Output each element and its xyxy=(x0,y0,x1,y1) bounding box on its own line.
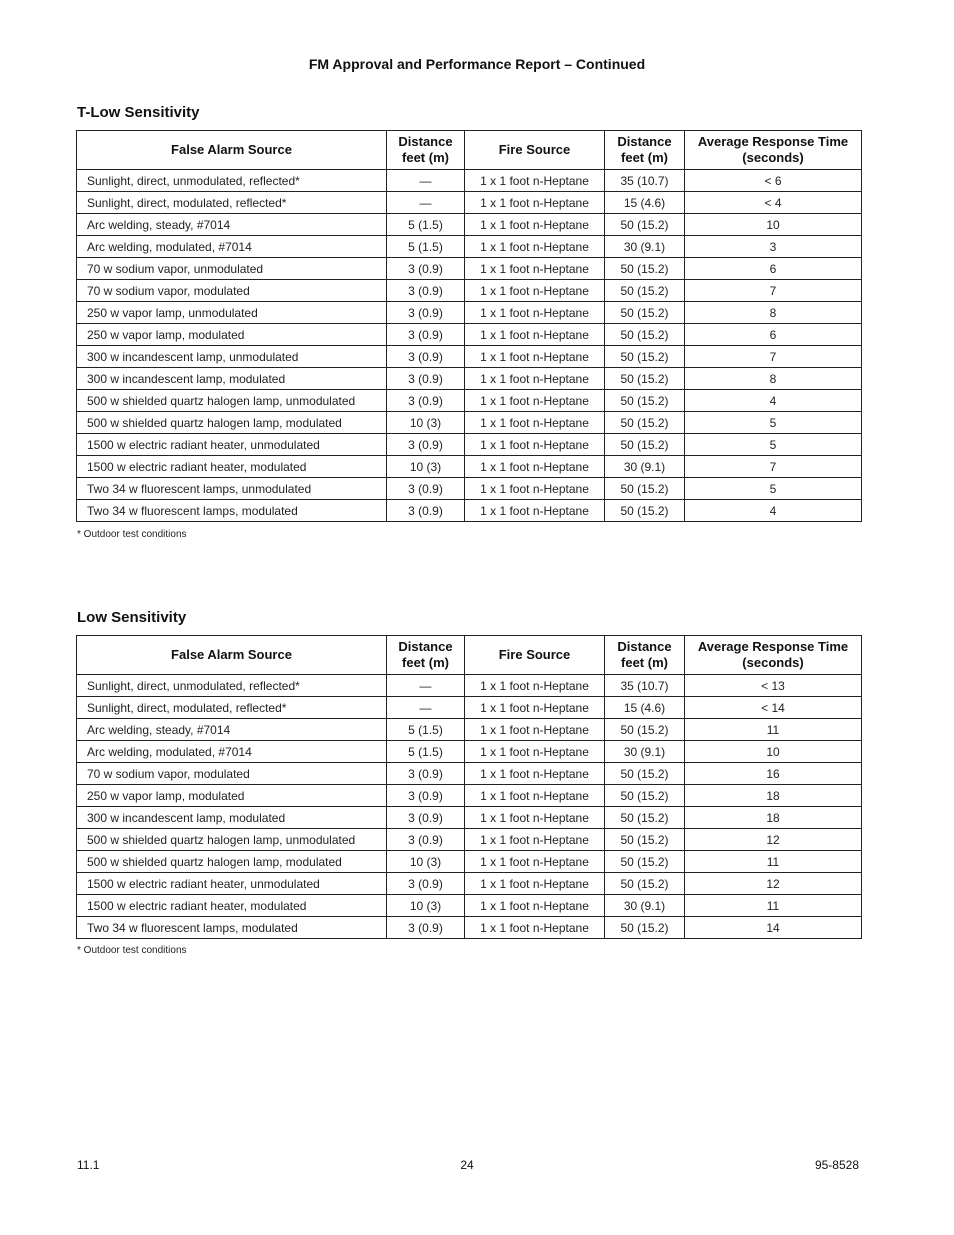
cell-false-alarm-distance: 3 (0.9) xyxy=(387,368,465,390)
cell-fire-distance: 50 (15.2) xyxy=(605,763,685,785)
cell-false-alarm-distance: — xyxy=(387,675,465,697)
header-false-alarm-distance: Distance feet (m) xyxy=(387,636,465,675)
cell-response-time: 5 xyxy=(685,478,862,500)
cell-false-alarm-source: Two 34 w fluorescent lamps, unmodulated xyxy=(77,478,387,500)
cell-response-time: 7 xyxy=(685,280,862,302)
header-false-alarm-distance: Distance feet (m) xyxy=(387,131,465,170)
cell-false-alarm-distance: 3 (0.9) xyxy=(387,324,465,346)
cell-false-alarm-distance: 3 (0.9) xyxy=(387,763,465,785)
table-row xyxy=(77,280,862,302)
cell-false-alarm-distance: 3 (0.9) xyxy=(387,917,465,939)
cell-response-time: 10 xyxy=(685,214,862,236)
cell-fire-source: 1 x 1 foot n-Heptane xyxy=(465,697,605,719)
cell-response-time: 3 xyxy=(685,236,862,258)
cell-false-alarm-source: Arc welding, modulated, #7014 xyxy=(77,236,387,258)
cell-false-alarm-distance: 3 (0.9) xyxy=(387,785,465,807)
cell-false-alarm-source: Sunlight, direct, modulated, reflected* xyxy=(77,697,387,719)
cell-fire-source: 1 x 1 foot n-Heptane xyxy=(465,741,605,763)
cell-fire-distance: 50 (15.2) xyxy=(605,873,685,895)
table-row xyxy=(77,192,862,214)
cell-fire-source: 1 x 1 foot n-Heptane xyxy=(465,368,605,390)
cell-fire-distance: 50 (15.2) xyxy=(605,434,685,456)
cell-fire-distance: 15 (4.6) xyxy=(605,697,685,719)
cell-fire-distance: 50 (15.2) xyxy=(605,478,685,500)
cell-false-alarm-source: 500 w shielded quartz halogen lamp, modulated xyxy=(77,412,387,434)
cell-false-alarm-source: 1500 w electric radiant heater, modulated xyxy=(77,456,387,478)
cell-fire-distance: 15 (4.6) xyxy=(605,192,685,214)
cell-fire-source: 1 x 1 foot n-Heptane xyxy=(465,412,605,434)
cell-false-alarm-source: 1500 w electric radiant heater, unmodulated xyxy=(77,434,387,456)
cell-response-time: 18 xyxy=(685,785,862,807)
table-row xyxy=(77,500,862,522)
cell-false-alarm-distance: 10 (3) xyxy=(387,456,465,478)
cell-false-alarm-source: 250 w vapor lamp, unmodulated xyxy=(77,302,387,324)
cell-fire-source: 1 x 1 foot n-Heptane xyxy=(465,280,605,302)
cell-response-time: 6 xyxy=(685,324,862,346)
table-row xyxy=(77,741,862,763)
cell-response-time: < 4 xyxy=(685,192,862,214)
table-row xyxy=(77,214,862,236)
cell-fire-distance: 50 (15.2) xyxy=(605,390,685,412)
cell-fire-source: 1 x 1 foot n-Heptane xyxy=(465,829,605,851)
table-row xyxy=(77,895,862,917)
cell-fire-source: 1 x 1 foot n-Heptane xyxy=(465,214,605,236)
cell-false-alarm-source: 500 w shielded quartz halogen lamp, unmodulated xyxy=(77,390,387,412)
cell-fire-source: 1 x 1 foot n-Heptane xyxy=(465,434,605,456)
cell-response-time: 6 xyxy=(685,258,862,280)
cell-false-alarm-distance: 5 (1.5) xyxy=(387,214,465,236)
cell-fire-distance: 50 (15.2) xyxy=(605,346,685,368)
cell-false-alarm-source: 300 w incandescent lamp, unmodulated xyxy=(77,346,387,368)
table-row xyxy=(77,917,862,939)
cell-response-time: < 14 xyxy=(685,697,862,719)
cell-false-alarm-distance: — xyxy=(387,192,465,214)
cell-false-alarm-distance: — xyxy=(387,697,465,719)
cell-response-time: 12 xyxy=(685,829,862,851)
cell-response-time: 14 xyxy=(685,917,862,939)
cell-fire-source: 1 x 1 foot n-Heptane xyxy=(465,895,605,917)
cell-response-time: < 13 xyxy=(685,675,862,697)
cell-false-alarm-distance: 5 (1.5) xyxy=(387,236,465,258)
cell-false-alarm-source: Sunlight, direct, modulated, reflected* xyxy=(77,192,387,214)
cell-false-alarm-source: Sunlight, direct, unmodulated, reflected* xyxy=(77,170,387,192)
cell-false-alarm-source: 300 w incandescent lamp, modulated xyxy=(77,807,387,829)
cell-response-time: 12 xyxy=(685,873,862,895)
cell-false-alarm-distance: 3 (0.9) xyxy=(387,346,465,368)
cell-false-alarm-source: Arc welding, modulated, #7014 xyxy=(77,741,387,763)
table-row xyxy=(77,368,862,390)
cell-fire-distance: 30 (9.1) xyxy=(605,895,685,917)
cell-false-alarm-distance: 3 (0.9) xyxy=(387,478,465,500)
table-header-row xyxy=(77,636,862,675)
cell-fire-distance: 50 (15.2) xyxy=(605,719,685,741)
cell-fire-source: 1 x 1 foot n-Heptane xyxy=(465,478,605,500)
header-false-alarm-source: False Alarm Source xyxy=(77,636,387,675)
cell-false-alarm-distance: 3 (0.9) xyxy=(387,302,465,324)
cell-fire-source: 1 x 1 foot n-Heptane xyxy=(465,675,605,697)
cell-false-alarm-source: 250 w vapor lamp, modulated xyxy=(77,324,387,346)
footer-page-number: 24 xyxy=(460,1158,474,1172)
table-row xyxy=(77,675,862,697)
cell-false-alarm-source: 1500 w electric radiant heater, modulated xyxy=(77,895,387,917)
table-row xyxy=(77,807,862,829)
cell-fire-distance: 50 (15.2) xyxy=(605,807,685,829)
cell-false-alarm-source: 70 w sodium vapor, modulated xyxy=(77,280,387,302)
table-row xyxy=(77,412,862,434)
cell-fire-source: 1 x 1 foot n-Heptane xyxy=(465,807,605,829)
table-row xyxy=(77,456,862,478)
table-row xyxy=(77,324,862,346)
cell-fire-distance: 50 (15.2) xyxy=(605,412,685,434)
cell-response-time: 7 xyxy=(685,346,862,368)
cell-false-alarm-distance: 10 (3) xyxy=(387,851,465,873)
cell-fire-distance: 50 (15.2) xyxy=(605,324,685,346)
low-sensitivity-table xyxy=(76,635,862,939)
cell-fire-distance: 30 (9.1) xyxy=(605,456,685,478)
table-header-row xyxy=(77,131,862,170)
cell-fire-source: 1 x 1 foot n-Heptane xyxy=(465,324,605,346)
cell-false-alarm-source: 500 w shielded quartz halogen lamp, modulated xyxy=(77,851,387,873)
cell-response-time: 10 xyxy=(685,741,862,763)
table-row xyxy=(77,258,862,280)
cell-fire-distance: 50 (15.2) xyxy=(605,829,685,851)
cell-fire-source: 1 x 1 foot n-Heptane xyxy=(465,763,605,785)
page-title: FM Approval and Performance Report – Continued xyxy=(308,56,646,72)
cell-response-time: 4 xyxy=(685,500,862,522)
cell-response-time: 11 xyxy=(685,895,862,917)
cell-fire-distance: 30 (9.1) xyxy=(605,741,685,763)
cell-false-alarm-source: Arc welding, steady, #7014 xyxy=(77,214,387,236)
cell-false-alarm-distance: 3 (0.9) xyxy=(387,258,465,280)
cell-fire-distance: 50 (15.2) xyxy=(605,851,685,873)
cell-fire-distance: 30 (9.1) xyxy=(605,236,685,258)
cell-fire-source: 1 x 1 foot n-Heptane xyxy=(465,873,605,895)
cell-fire-source: 1 x 1 foot n-Heptane xyxy=(465,500,605,522)
cell-false-alarm-distance: 3 (0.9) xyxy=(387,434,465,456)
cell-false-alarm-distance: — xyxy=(387,170,465,192)
cell-response-time: 11 xyxy=(685,851,862,873)
cell-false-alarm-distance: 10 (3) xyxy=(387,895,465,917)
cell-fire-source: 1 x 1 foot n-Heptane xyxy=(465,170,605,192)
cell-response-time: 5 xyxy=(685,412,862,434)
table-row xyxy=(77,170,862,192)
header-false-alarm-source: False Alarm Source xyxy=(77,131,387,170)
header-fire-source: Fire Source xyxy=(465,636,605,675)
cell-fire-distance: 35 (10.7) xyxy=(605,675,685,697)
table-row xyxy=(77,829,862,851)
section-title-t-low: T-Low Sensitivity xyxy=(77,104,200,121)
cell-fire-distance: 50 (15.2) xyxy=(605,258,685,280)
table-row xyxy=(77,390,862,412)
cell-false-alarm-distance: 5 (1.5) xyxy=(387,741,465,763)
header-fire-source: Fire Source xyxy=(465,131,605,170)
cell-fire-source: 1 x 1 foot n-Heptane xyxy=(465,258,605,280)
cell-fire-source: 1 x 1 foot n-Heptane xyxy=(465,390,605,412)
cell-false-alarm-distance: 10 (3) xyxy=(387,412,465,434)
table-row xyxy=(77,719,862,741)
cell-false-alarm-source: Two 34 w fluorescent lamps, modulated xyxy=(77,917,387,939)
section-title-low: Low Sensitivity xyxy=(77,609,187,626)
cell-response-time: < 6 xyxy=(685,170,862,192)
header-fire-distance: Distance feet (m) xyxy=(605,131,685,170)
header-response-time: Average Response Time (seconds) xyxy=(685,131,862,170)
cell-fire-distance: 50 (15.2) xyxy=(605,500,685,522)
cell-fire-distance: 50 (15.2) xyxy=(605,302,685,324)
cell-fire-distance: 35 (10.7) xyxy=(605,170,685,192)
cell-false-alarm-distance: 5 (1.5) xyxy=(387,719,465,741)
cell-response-time: 5 xyxy=(685,434,862,456)
cell-false-alarm-source: Two 34 w fluorescent lamps, modulated xyxy=(77,500,387,522)
cell-fire-source: 1 x 1 foot n-Heptane xyxy=(465,917,605,939)
cell-fire-source: 1 x 1 foot n-Heptane xyxy=(465,719,605,741)
footnote-low: * Outdoor test conditions xyxy=(77,945,187,956)
cell-false-alarm-distance: 3 (0.9) xyxy=(387,829,465,851)
cell-response-time: 7 xyxy=(685,456,862,478)
cell-false-alarm-distance: 3 (0.9) xyxy=(387,807,465,829)
cell-false-alarm-source: 70 w sodium vapor, modulated xyxy=(77,763,387,785)
table-row xyxy=(77,763,862,785)
table-row xyxy=(77,785,862,807)
cell-false-alarm-source: Sunlight, direct, unmodulated, reflected* xyxy=(77,675,387,697)
cell-fire-source: 1 x 1 foot n-Heptane xyxy=(465,785,605,807)
table-row xyxy=(77,697,862,719)
table-row xyxy=(77,851,862,873)
footnote-t-low: * Outdoor test conditions xyxy=(77,529,187,540)
cell-false-alarm-distance: 3 (0.9) xyxy=(387,873,465,895)
cell-fire-source: 1 x 1 foot n-Heptane xyxy=(465,302,605,324)
cell-response-time: 16 xyxy=(685,763,862,785)
cell-response-time: 4 xyxy=(685,390,862,412)
cell-fire-distance: 50 (15.2) xyxy=(605,368,685,390)
cell-false-alarm-source: 250 w vapor lamp, modulated xyxy=(77,785,387,807)
cell-false-alarm-source: 70 w sodium vapor, unmodulated xyxy=(77,258,387,280)
footer-revision: 11.1 xyxy=(77,1158,100,1172)
cell-fire-source: 1 x 1 foot n-Heptane xyxy=(465,236,605,258)
cell-fire-distance: 50 (15.2) xyxy=(605,214,685,236)
cell-response-time: 11 xyxy=(685,719,862,741)
cell-fire-source: 1 x 1 foot n-Heptane xyxy=(465,346,605,368)
cell-false-alarm-source: 300 w incandescent lamp, modulated xyxy=(77,368,387,390)
cell-false-alarm-source: Arc welding, steady, #7014 xyxy=(77,719,387,741)
cell-response-time: 18 xyxy=(685,807,862,829)
table-row xyxy=(77,434,862,456)
table-row xyxy=(77,236,862,258)
footer-document-number: 95-8528 xyxy=(814,1158,859,1172)
cell-fire-source: 1 x 1 foot n-Heptane xyxy=(465,851,605,873)
cell-false-alarm-distance: 3 (0.9) xyxy=(387,390,465,412)
cell-fire-distance: 50 (15.2) xyxy=(605,917,685,939)
cell-fire-source: 1 x 1 foot n-Heptane xyxy=(465,456,605,478)
cell-false-alarm-distance: 3 (0.9) xyxy=(387,500,465,522)
cell-false-alarm-source: 500 w shielded quartz halogen lamp, unmodulated xyxy=(77,829,387,851)
header-fire-distance: Distance feet (m) xyxy=(605,636,685,675)
table-row xyxy=(77,346,862,368)
cell-fire-source: 1 x 1 foot n-Heptane xyxy=(465,192,605,214)
cell-false-alarm-distance: 3 (0.9) xyxy=(387,280,465,302)
table-row xyxy=(77,302,862,324)
table-row xyxy=(77,478,862,500)
cell-fire-distance: 50 (15.2) xyxy=(605,280,685,302)
cell-response-time: 8 xyxy=(685,368,862,390)
cell-fire-distance: 50 (15.2) xyxy=(605,785,685,807)
header-response-time: Average Response Time (seconds) xyxy=(685,636,862,675)
cell-response-time: 8 xyxy=(685,302,862,324)
t-low-sensitivity-table xyxy=(76,130,862,522)
table-row xyxy=(77,873,862,895)
cell-false-alarm-source: 1500 w electric radiant heater, unmodulated xyxy=(77,873,387,895)
